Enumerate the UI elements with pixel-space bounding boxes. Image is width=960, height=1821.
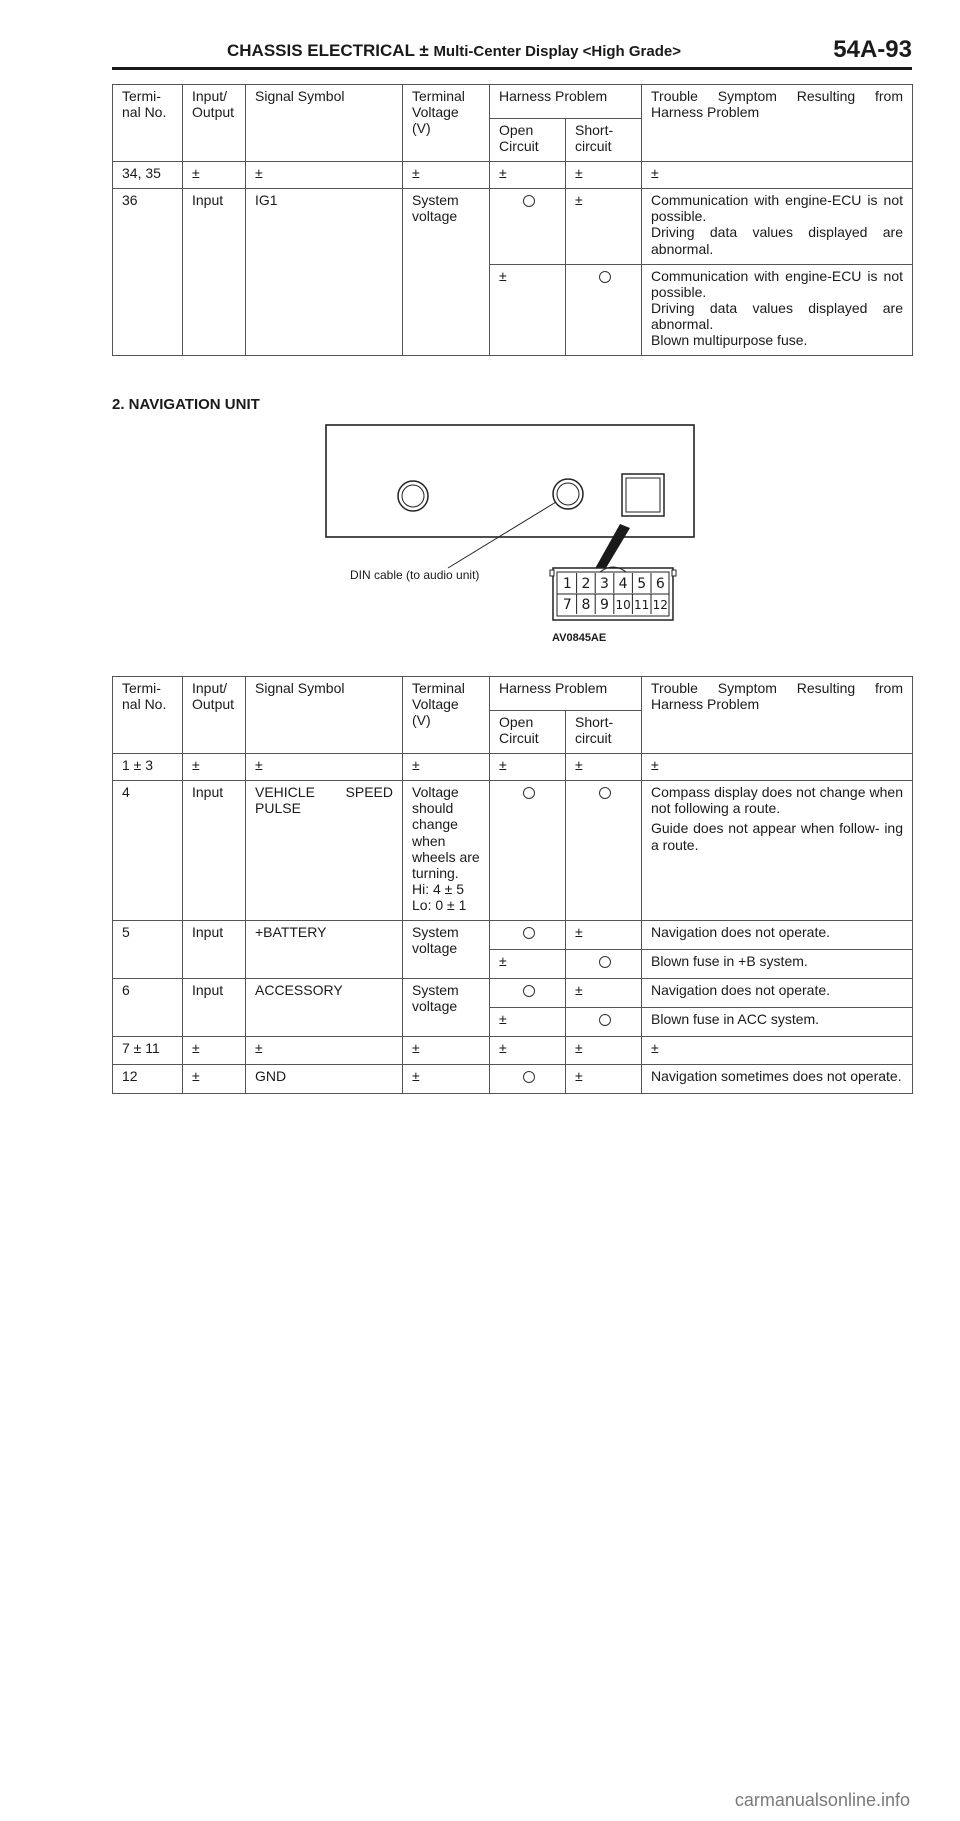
- cell-io: Input: [183, 921, 246, 979]
- cell-open: [490, 189, 566, 264]
- col-terminal-no: Termi- nal No.: [113, 677, 183, 754]
- col-voltage: Terminal Voltage (V): [403, 85, 490, 162]
- symptom-line: Communication with engine-ECU is not possible.: [651, 192, 903, 225]
- cell-short: ±: [566, 979, 642, 1008]
- navigation-unit-diagram: [320, 420, 740, 660]
- section-heading: 2. NAVIGATION UNIT: [112, 396, 260, 413]
- cell-terminal: 7 ± 11: [113, 1037, 183, 1064]
- cell-open: [490, 1064, 566, 1093]
- cell-short: ±: [566, 1037, 642, 1064]
- col-signal: Signal Symbol: [246, 85, 403, 162]
- pin-number-12: 12: [652, 598, 668, 612]
- cell-symptom: Blown fuse in ACC system.: [642, 1008, 913, 1037]
- cell-voltage: ±: [403, 754, 490, 781]
- cell-symptom: Navigation does not operate.: [642, 921, 913, 950]
- table-row: [113, 921, 913, 950]
- cell-open: [490, 921, 566, 950]
- cell-io: Input: [183, 979, 246, 1037]
- circle-mark-icon: [523, 195, 535, 207]
- pin-number-7: 7: [562, 597, 572, 613]
- din-cable-label: DIN cable (to audio unit): [350, 568, 480, 582]
- cell-voltage: ±: [403, 162, 490, 189]
- col-harness: Harness Problem: [490, 85, 642, 119]
- col-open: Open Circuit: [490, 119, 566, 162]
- cell-open: [490, 781, 566, 921]
- cell-short: ±: [566, 921, 642, 950]
- pin-number-2: 2: [581, 576, 591, 592]
- cell-open: ±: [490, 754, 566, 781]
- navigation-unit-figure: [320, 420, 740, 660]
- col-voltage: Terminal Voltage (V): [403, 677, 490, 754]
- cell-voltage: System voltage: [403, 979, 490, 1037]
- col-io: Input/ Output: [183, 677, 246, 754]
- col-symptom: Trouble Symptom Resulting from Harness Problem: [642, 85, 913, 162]
- cell-signal: IG1: [246, 189, 403, 356]
- cell-short: ±: [566, 189, 642, 264]
- cell-open: ±: [490, 264, 566, 355]
- header-title: [227, 41, 681, 61]
- cell-symptom: [642, 264, 913, 355]
- cell-signal: ±: [246, 162, 403, 189]
- cell-io: Input: [183, 189, 246, 356]
- cell-voltage: ±: [403, 1037, 490, 1064]
- cell-terminal: 4: [113, 781, 183, 921]
- cell-short: ±: [566, 1064, 642, 1093]
- cell-signal: +BATTERY: [246, 921, 403, 979]
- header-section: CHASSIS ELECTRICAL ±: [227, 41, 429, 60]
- cell-terminal: 34, 35: [113, 162, 183, 189]
- voltage-lo: Lo: 0 ± 1: [412, 896, 467, 913]
- table-row: [113, 781, 913, 921]
- cell-short: [566, 1008, 642, 1037]
- symptom-line: Driving data values displayed are abnormal.: [651, 299, 903, 332]
- cell-io: ±: [183, 1037, 246, 1064]
- cell-io: ±: [183, 162, 246, 189]
- cell-voltage: ±: [403, 1064, 490, 1093]
- voltage-hi: Hi: 4 ± 5: [412, 880, 465, 897]
- pin-number-1: 1: [562, 576, 572, 592]
- voltage-note: Voltage should change when wheels are turning.: [412, 784, 480, 881]
- col-symptom: Trouble Symptom Resulting from Harness Problem: [642, 677, 913, 754]
- table-row: [113, 1037, 913, 1064]
- terminal-table-2: [112, 676, 913, 1094]
- watermark: carmanualsonline.info: [734, 1790, 910, 1810]
- pin-number-8: 8: [581, 597, 591, 613]
- din-cable-connector-icon: [553, 479, 583, 509]
- cell-voltage: System voltage: [403, 189, 490, 356]
- col-signal: Signal Symbol: [246, 677, 403, 754]
- page-number: 54A-93: [833, 36, 912, 63]
- pin-number-11: 11: [634, 598, 650, 612]
- symptom-line: Driving data values displayed are abnormal.: [651, 224, 903, 257]
- cell-short: [566, 264, 642, 355]
- page-header: [112, 36, 912, 70]
- col-terminal-no: Termi- nal No.: [113, 85, 183, 162]
- circle-mark-icon: [523, 787, 535, 799]
- cell-terminal: 36: [113, 189, 183, 356]
- terminal-table-1: [112, 84, 913, 356]
- cell-open: ±: [490, 1037, 566, 1064]
- cell-symptom: [642, 781, 913, 921]
- circle-mark-icon: [599, 956, 611, 968]
- cell-symptom: Navigation does not operate.: [642, 979, 913, 1008]
- cell-io: Input: [183, 781, 246, 921]
- pin-number-4: 4: [618, 576, 628, 592]
- cell-signal: VEHICLE SPEED PULSE: [246, 781, 403, 921]
- cell-terminal: 5: [113, 921, 183, 979]
- col-short: Short- circuit: [566, 711, 642, 754]
- table-header-row: [113, 677, 913, 711]
- pin-number-6: 6: [655, 576, 665, 592]
- cell-open: ±: [490, 950, 566, 979]
- col-short: Short- circuit: [566, 119, 642, 162]
- cell-terminal: 12: [113, 1064, 183, 1093]
- table-header-row: [113, 85, 913, 119]
- cell-short: [566, 950, 642, 979]
- pin-number-9: 9: [600, 597, 609, 613]
- cell-short: [566, 781, 642, 921]
- cell-short: ±: [566, 162, 642, 189]
- header-rule: [112, 67, 912, 70]
- cell-symptom: ±: [642, 1037, 913, 1064]
- table-row: [113, 162, 913, 189]
- pin-number-3: 3: [600, 576, 609, 592]
- cell-symptom: [642, 189, 913, 264]
- pin-number-5: 5: [637, 576, 647, 592]
- pin-connector-icon: [550, 567, 676, 620]
- left-connector-icon: [398, 481, 428, 511]
- table-row: [113, 189, 913, 264]
- table-row: [113, 979, 913, 1008]
- circle-mark-icon: [599, 787, 611, 799]
- col-harness: Harness Problem: [490, 677, 642, 711]
- cell-signal: ±: [246, 754, 403, 781]
- symptom-line: Communication with engine-ECU is not possible.: [651, 267, 903, 300]
- col-open: Open Circuit: [490, 711, 566, 754]
- col-io: Input/ Output: [183, 85, 246, 162]
- table-row: [113, 1064, 913, 1093]
- circle-mark-icon: [523, 1071, 535, 1083]
- cell-terminal: 6: [113, 979, 183, 1037]
- circle-mark-icon: [523, 927, 535, 939]
- cell-open: [490, 979, 566, 1008]
- cell-short: ±: [566, 754, 642, 781]
- cell-signal: ACCESSORY: [246, 979, 403, 1037]
- cell-symptom: Navigation sometimes does not operate.: [642, 1064, 913, 1093]
- cell-io: ±: [183, 1064, 246, 1093]
- symptom-line: Blown multipurpose fuse.: [651, 332, 808, 349]
- cell-voltage: [403, 781, 490, 921]
- cell-signal: ±: [246, 1037, 403, 1064]
- symptom-line: Guide does not appear when follow- ing a route.: [651, 820, 903, 853]
- circle-mark-icon: [599, 1014, 611, 1026]
- cell-symptom: ±: [642, 162, 913, 189]
- figure-id: AV0845AE: [552, 632, 607, 644]
- cell-symptom: ±: [642, 754, 913, 781]
- pin-number-10: 10: [615, 598, 631, 612]
- header-subsection: Multi-Center Display <High Grade>: [433, 43, 681, 60]
- symptom-line: Compass display does not change when not following a route.: [651, 784, 903, 817]
- cell-open: ±: [490, 1008, 566, 1037]
- cell-signal: GND: [246, 1064, 403, 1093]
- cell-open: ±: [490, 162, 566, 189]
- cell-io: ±: [183, 754, 246, 781]
- table-row: [113, 754, 913, 781]
- circle-mark-icon: [599, 271, 611, 283]
- cell-voltage: System voltage: [403, 921, 490, 979]
- cell-symptom: Blown fuse in +B system.: [642, 950, 913, 979]
- square-connector-icon: [622, 474, 664, 516]
- cell-terminal: 1 ± 3: [113, 754, 183, 781]
- circle-mark-icon: [523, 985, 535, 997]
